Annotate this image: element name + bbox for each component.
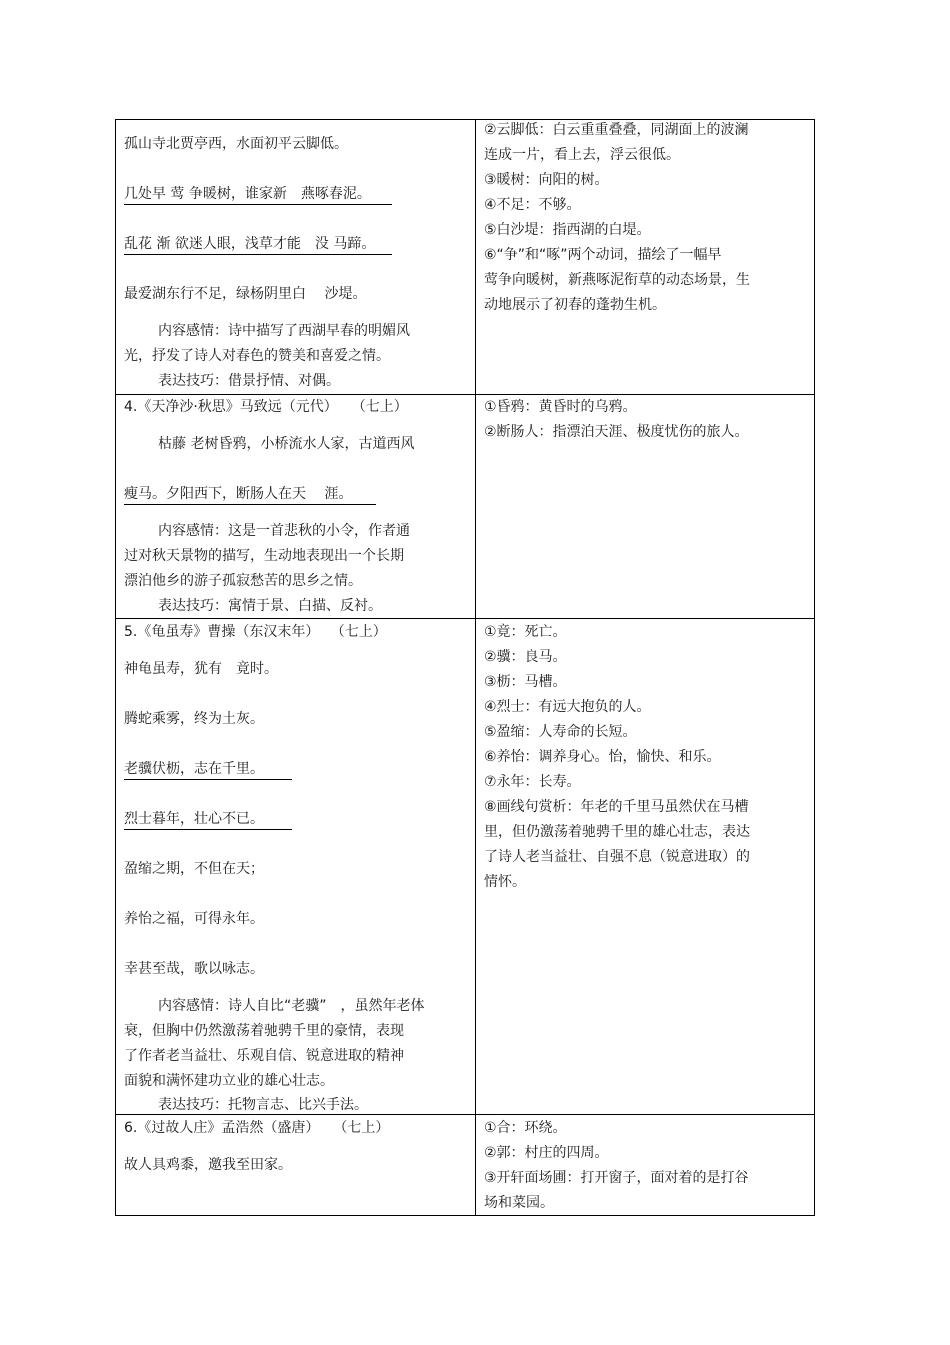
poem-title: 6.《过故人庄》孟浩然（盛唐） （七上） bbox=[124, 1120, 390, 1136]
note-line: ④烈士：有远大抱负的人。 bbox=[484, 699, 651, 715]
note-line: 了诗人老当益壮、自强不息（锐意进取）的 bbox=[484, 849, 750, 865]
content-emotion-cont: 漂泊他乡的游子孤寂愁苦的思乡之情。 bbox=[124, 573, 362, 589]
poem-line: 孤山寺北贾亭西，水面初平云脚低。 bbox=[124, 136, 348, 152]
note-line: ⑥养怡：调养身心。怡，愉快、和乐。 bbox=[484, 749, 721, 765]
notes-cell-tianjingsha bbox=[476, 395, 814, 618]
poem-line: 故人具鸡黍，邀我至田家。 bbox=[124, 1157, 292, 1173]
poem-title: 5.《龟虽寿》曹操（东汉末年） （七上） bbox=[124, 624, 387, 640]
expression-technique: 表达技巧：托物言志、比兴手法。 bbox=[158, 1097, 368, 1113]
poem-title: 4.《天净沙·秋思》马致远（元代） （七上） bbox=[124, 399, 408, 415]
note-line: ①昏鸦：黄昏时的乌鸦。 bbox=[484, 399, 637, 415]
content-emotion-cont: 过对秋天景物的描写，生动地表现出一个长期 bbox=[124, 548, 404, 564]
poem-line-underlined: 几处早 莺 争暖树，谁家新 燕啄春泥。 bbox=[124, 185, 392, 205]
note-line: ⑦永年：长寿。 bbox=[484, 774, 581, 790]
poem-line: 腾蛇乘雾，终为土灰。 bbox=[124, 711, 264, 727]
note-line: ②云脚低：白云重重叠叠，同湖面上的波澜 bbox=[484, 122, 749, 138]
note-line: ②骥：良马。 bbox=[484, 649, 567, 665]
content-emotion-cont: 衰，但胸中仍然激荡着驰骋千里的豪情，表现 bbox=[124, 1023, 404, 1039]
content-emotion-cont: 光，抒发了诗人对春色的赞美和喜爱之情。 bbox=[124, 348, 390, 364]
note-line: ①合：环绕。 bbox=[484, 1120, 567, 1136]
content-emotion-cont: 了作者老当益壮、乐观自信、锐意进取的精神 bbox=[124, 1048, 404, 1064]
poem-line-underlined: 瘦马。夕阳西下，断肠人在天 涯。 bbox=[124, 485, 376, 505]
notes-table bbox=[115, 119, 815, 1216]
note-line: ⑤白沙堤：指西湖的白堤。 bbox=[484, 222, 651, 238]
poem-line: 枯藤 老树昏鸦，小桥流水人家，古道西风 bbox=[158, 436, 415, 452]
note-line: 连成一片，看上去，浮云很低。 bbox=[484, 147, 680, 163]
note-line: 莺争向暖树，新燕啄泥衔草的动态场景，生 bbox=[484, 272, 750, 288]
note-line: ②郭：村庄的四周。 bbox=[484, 1145, 609, 1161]
note-line: ⑤盈缩：人寿命的长短。 bbox=[484, 724, 637, 740]
poem-cell-guogurenzhuang bbox=[116, 1115, 475, 1215]
note-line: ③枥：马槽。 bbox=[484, 674, 567, 690]
note-line: ③暖树：向阳的树。 bbox=[484, 172, 609, 188]
poem-cell-tianjingsha bbox=[116, 395, 475, 618]
expression-technique: 表达技巧：寓情于景、白描、反衬。 bbox=[158, 598, 382, 614]
notes-cell-guisuishou bbox=[476, 619, 814, 1114]
expression-technique: 表达技巧：借景抒情、对偶。 bbox=[158, 373, 340, 389]
poem-cell-xihu bbox=[116, 120, 475, 394]
poem-line-underlined: 烈士暮年，壮心不已。 bbox=[124, 810, 292, 830]
note-line: ⑧画线句赏析：年老的千里马虽然伏在马槽 bbox=[484, 799, 749, 815]
poem-line: 养怡之福，可得永年。 bbox=[124, 911, 264, 927]
poem-line-underlined: 老骥伏枥，志在千里。 bbox=[124, 760, 292, 780]
note-line: ②断肠人：指漂泊天涯、极度忧伤的旅人。 bbox=[484, 424, 749, 440]
note-line: 情怀。 bbox=[484, 874, 526, 890]
note-line: ④不足：不够。 bbox=[484, 197, 581, 213]
note-line: ③开轩面场圃：打开窗子，面对着的是打谷 bbox=[484, 1170, 749, 1186]
note-line: ①竟：死亡。 bbox=[484, 624, 567, 640]
poem-line: 最爱湖东行不足，绿杨阴里白 沙堤。 bbox=[124, 286, 367, 302]
content-emotion: 内容感情：这是一首悲秋的小令，作者通 bbox=[158, 523, 410, 539]
note-line: 动地展示了初春的蓬勃生机。 bbox=[484, 297, 666, 313]
content-emotion: 内容感情：诗人自比“老骥” ，虽然年老体 bbox=[158, 998, 425, 1014]
poem-line: 神龟虽寿，犹有 竟时。 bbox=[124, 661, 278, 677]
poem-line-underlined: 乱花 渐 欲迷人眼，浅草才能 没 马蹄。 bbox=[124, 235, 392, 255]
note-line: 场和菜园。 bbox=[484, 1195, 554, 1211]
notes-cell-xihu bbox=[476, 120, 814, 394]
note-line: ⑥“争”和“啄”两个动词，描绘了一幅早 bbox=[484, 247, 722, 263]
content-emotion: 内容感情：诗中描写了西湖早春的明媚风 bbox=[158, 323, 410, 339]
poem-cell-guisuishou bbox=[116, 619, 475, 1114]
poem-line: 盈缩之期，不但在天； bbox=[124, 861, 264, 877]
notes-cell-guogurenzhuang bbox=[476, 1115, 814, 1215]
poem-line: 幸甚至哉，歌以咏志。 bbox=[124, 961, 264, 977]
note-line: 里，但仍激荡着驰骋千里的雄心壮志，表达 bbox=[484, 824, 750, 840]
content-emotion-cont: 面貌和满怀建功立业的雄心壮志。 bbox=[124, 1073, 334, 1089]
